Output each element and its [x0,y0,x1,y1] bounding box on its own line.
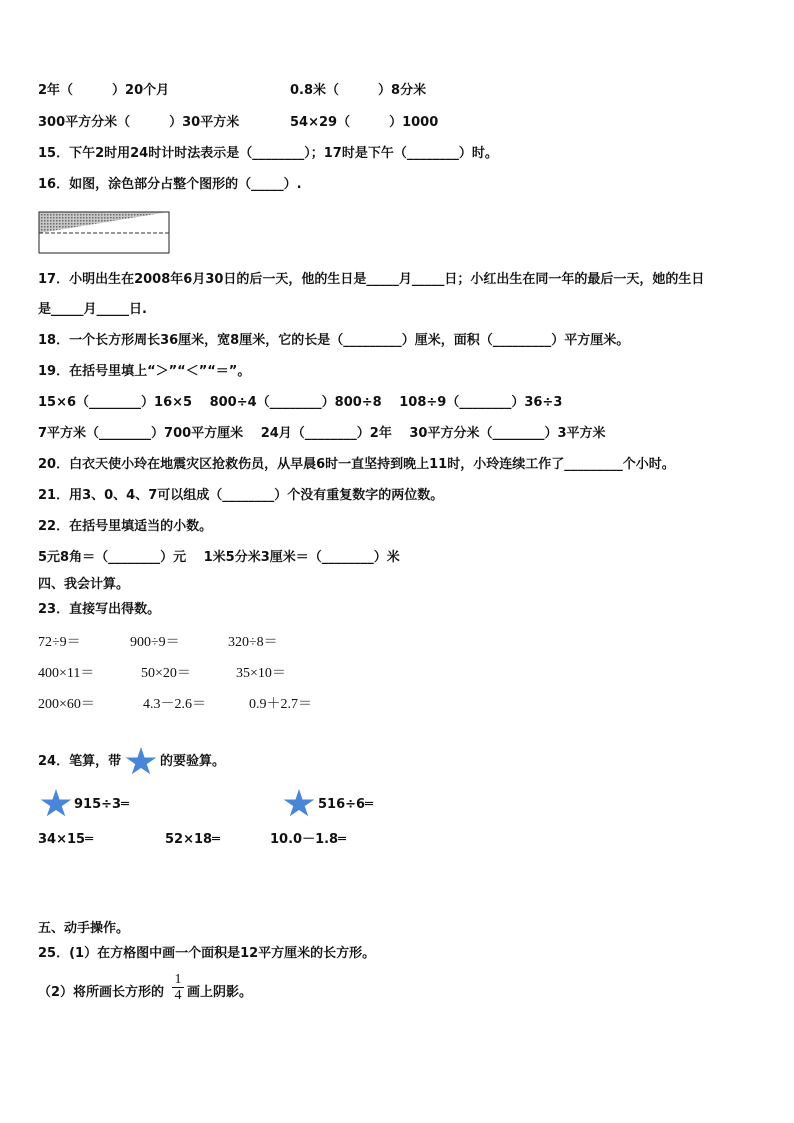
question-17-line2: 是_____月_____日. [38,302,147,317]
question-16: 16．如图，涂色部分占整个图形的（_____）. [38,177,302,192]
line-0.8mi: 0.8米（ ）8分米 [290,83,427,98]
question-18: 18．一个长方形周长36厘米，宽8厘米，它的长是（_________）厘米，面积（_________）平方厘米。 [38,333,630,348]
star-icon [40,789,72,819]
line-54x29: 54×29（ ）1000 [290,115,439,130]
question-25-part1: 25．(1）在方格图中画一个面积是12平方厘米的长方形。 [38,946,376,961]
written-915div3: 915÷3═ [74,797,129,812]
question-24-prefix: 24．笔算，带 [38,754,122,769]
question-25-part2-suffix: 画上阴影。 [187,985,253,1000]
calc-50x20: 50×20＝ [141,666,191,681]
question-17-line1: 17．小明出生在2008年6月30日的后一天，他的生日是_____月_____日；小红出生在同一年的最后一天，她的生日 [38,272,705,287]
star-icon [283,789,315,819]
shaded-region [39,212,168,233]
question-15: 15．下午2时用24时计时法表示是（________）；17时是下午（________）时。 [38,146,498,161]
calc-200x60: 200×60＝ [38,697,95,712]
calc-0.9plus2.7: 0.9＋2.7＝ [249,697,312,712]
shaded-rectangle-figure [38,211,172,255]
section-5-title: 五、动手操作。 [38,921,130,936]
question-19: 19．在括号里填上“＞”“＜”“＝”。 [38,364,251,379]
written-10.0minus1.8: 10.0－1.8═ [270,832,346,847]
question-22: 22．在括号里填适当的小数。 [38,519,213,534]
question-19-row1: 15×6（________）16×5 800÷4（________）800÷8 108÷9（________）36÷3 [38,395,563,410]
question-20: 20．白衣天使小玲在地震灾区抢救伤员，从早晨6时一直坚持到晚上11时，小玲连续工作了_________个小时。 [38,457,675,472]
fraction-denominator: 4 [172,987,184,1003]
calc-4.3minus2.6: 4.3－2.6＝ [143,697,206,712]
fraction-numerator: 1 [174,972,182,987]
section-4-title: 四、我会计算。 [38,577,130,592]
calc-72div9: 72÷9＝ [38,635,81,650]
written-516div6: 516÷6═ [318,797,373,812]
question-23: 23．直接写出得数。 [38,602,161,617]
star-icon [125,747,157,777]
calc-400x11: 400×11＝ [38,666,95,681]
line-2nian: 2年（ ）20个月 [38,83,170,98]
question-24-suffix: 的要验算。 [160,754,226,769]
calc-900div9: 900÷9＝ [130,635,180,650]
fraction-one-quarter [172,972,184,1003]
calc-35x10: 35×10＝ [236,666,286,681]
calc-320div8: 320÷8＝ [228,635,278,650]
question-25-part2-prefix: （2）将所画长方形的 [38,985,165,1000]
question-22-row: 5元8角＝（________）元 1米5分米3厘米＝（________）米 [38,550,400,565]
line-300pfm: 300平方分米（ ）30平方米 [38,115,240,130]
question-21: 21．用3、0、4、7可以组成（________）个没有重复数字的两位数。 [38,488,444,503]
written-52x18: 52×18═ [165,832,220,847]
question-19-row2: 7平方米（________）700平方厘米 24月（________）2年 30平方分米（________）3平方米 [38,426,606,441]
written-34x15: 34×15═ [38,832,93,847]
